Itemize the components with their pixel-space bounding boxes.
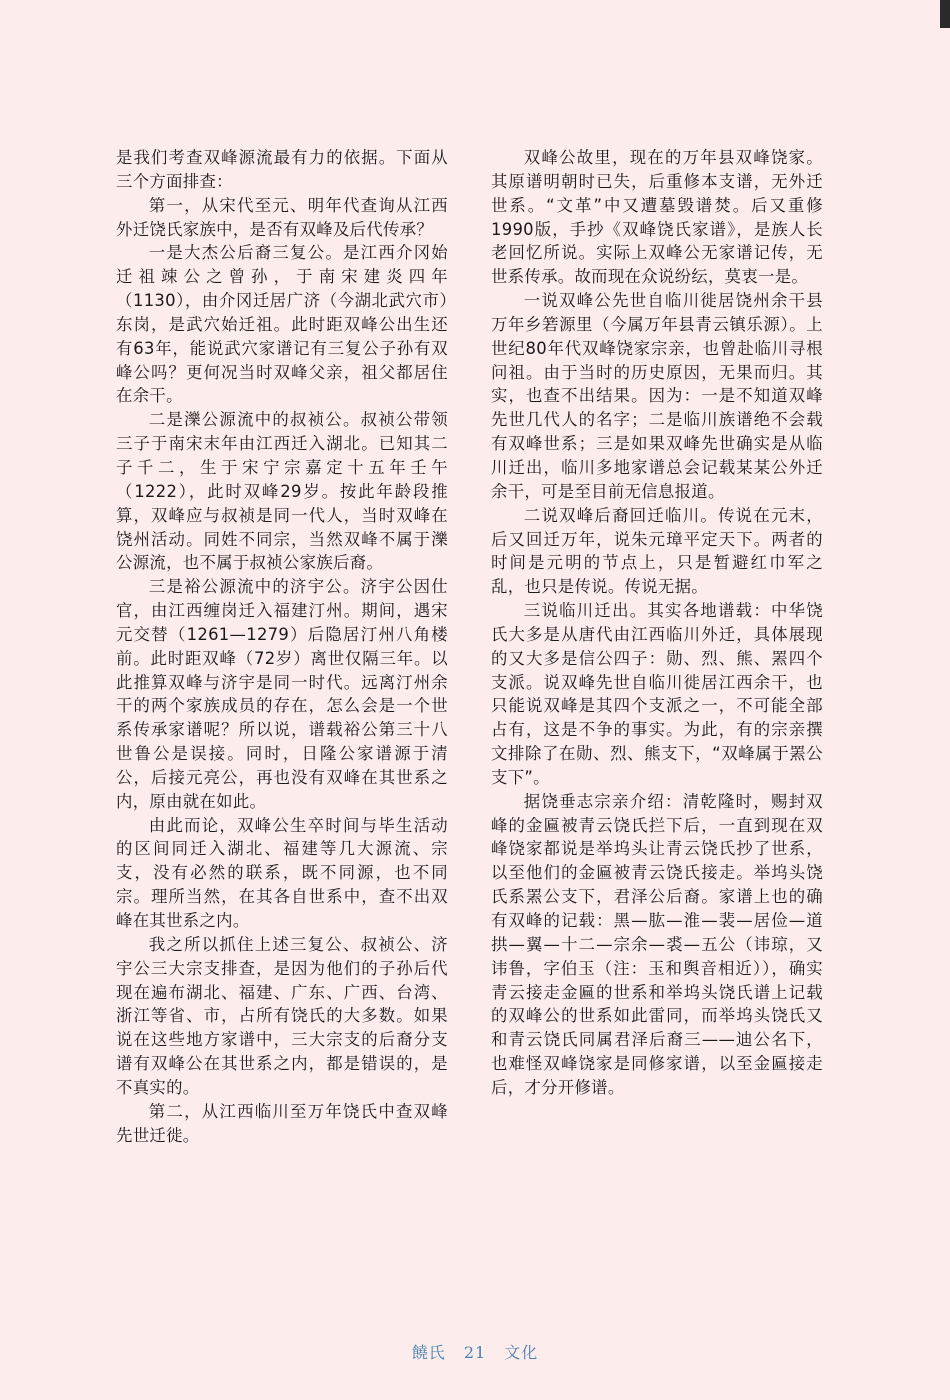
paragraph: 第一，从宋代至元、明年代查询从江西外迁饶氏家族中，是否有双峰及后代传承？: [116, 195, 448, 239]
paragraph: 第二，从江西临川至万年饶氏中查双峰先世迁徙。: [116, 1101, 448, 1145]
paragraph: 二说双峰后裔回迁临川。传说在元末，后又回迁万年，说朱元璋平定天下。两者的时间是元明的节点上，只是暂避红巾军之乱，也只是传说。传说无据。: [491, 505, 823, 597]
paragraph: 是我们考查双峰源流最有力的依据。下面从三个方面排查：: [116, 148, 448, 191]
footer-right-label: 文化: [504, 1343, 539, 1362]
paragraph: 三说临川迁出。其实各地谱载：中华饶氏大多是从唐代由江西临川外迁，具体展现的又大多是信公四子：勋、烈、熊、罴四个支派。说双峰先世自临川徙居江西余干，也只能说双峰是其四个支派之一，不可能全部占有，这是不争的事实。为此，有的宗亲撰文排除了在勋、烈、熊支下，“双峰属于罴公支下”。: [491, 601, 823, 787]
paragraph: 一说双峰公先世自临川徙居饶州余干县万年乡箬源里（今属万年县青云镇乐源）。上世纪80年代双峰饶家宗亲，也曾赴临川寻根问祖。由于当时的历史原因，无果而归。其实，也查不出结果。因为：一是不知道双峰先世几代人的名字；二是临川族谱绝不会载有双峰世系；三是如果双峰先世确实是从临川迁出，临川多地家谱总会记载某某公外迁余干，可是至目前无信息报道。: [491, 291, 823, 501]
right-column: [491, 146, 823, 1100]
footer-left-label: 饒氏: [411, 1343, 446, 1362]
paragraph: 三是裕公源流中的济宇公。济宇公因仕官，由江西缠岗迁入福建汀州。期间，遇宋元交替（1261—1279）后隐居汀州八角楼前。此时距双峰（72岁）离世仅隔三年。以此推算双峰与济宇是同一时代。远离汀州余干的两个家族成员的存在，怎么会是一个世系传承家谱呢？所以说，谱载裕公第三十八世鲁公是误接。同时，日隆公家谱源于清公，后接元亮公，再也没有双峰在其世系之内，原由就在如此。: [116, 577, 448, 811]
page-footer: [0, 1340, 950, 1363]
paragraph: 我之所以抓住上述三复公、叔祯公、济宇公三大宗支排查，是因为他们的子孙后代现在遍布湖北、福建、广东、广西、台湾、浙江等省、市，占所有饶氏的大多数。如果说在这些地方家谱中，三大宗支的后裔分支谱有双峰公在其世系之内，都是错误的，是不真实的。: [116, 934, 448, 1097]
paragraph: 一是大杰公后裔三复公。是江西介冈始迁祖竦公之曾孙，于南宋建炎四年（1130），由介冈迁居广济（今湖北武穴市）东岗，是武穴始迁祖。此时距双峰公出生还有63年，能说武穴家谱记有三复公子孙有双峰公吗？更何况当时双峰父亲，祖父都居住在余干。: [116, 243, 448, 406]
corner-mark: [940, 0, 950, 28]
page-number: 21: [463, 1343, 487, 1362]
paragraph: 二是濼公源流中的叔祯公。叔祯公带领三子于南宋末年由江西迁入湖北。已知其二子千二，生于宋宁宗嘉定十五年壬午（1222），此时双峰29岁。按此年龄段推算，双峰应与叔祯是同一代人，当时双峰在饶州活动。同姓不同宗，当然双峰不属于濼公源流，也不属于叔祯公家族后裔。: [116, 410, 448, 573]
paragraph: 由此而论，双峰公生卒时间与毕生活动的区间同迁入湖北、福建等几大源流、宗支，没有必然的联系，既不同源，也不同宗。理所当然，在其各自世系中，查不出双峰在其世系之内。: [116, 815, 448, 930]
paragraph: 据饶垂志宗亲介绍：清乾隆时，赐封双峰的金匾被青云饶氏拦下后，一直到现在双峰饶家都说是举坞头让青云饶氏抄了世系，以至他们的金匾被青云饶氏接走。举坞头饶氏系罴公支下，君泽公后裔。家谱上也的确有双峰的记载：黑—肱—淮—裴—居俭—道拱—翼—十二—宗余—裘—五公（讳琼，又讳鲁，字伯玉（注：玉和舆音相近）），确实青云接走金匾的世系和举坞头饶氏谱上记载的双峰公的世系如此雷同，而举坞头饶氏又和青云饶氏同属君泽后裔三——迪公名下，也难怪双峰饶家是同修家谱，以至金匾接走后，才分开修谱。: [491, 791, 823, 1097]
left-column: [116, 146, 448, 1147]
paragraph: 双峰公故里，现在的万年县双峰饶家。其原谱明朝时已失，后重修本支谱，无外迁世系。“文革”中又遭墓毁谱焚。后又重修1990版，手抄《双峰饶氏家谱》，是族人长老回忆所说。实际上双峰公无家谱记传，无世系传承。故而现在众说纷纭，莫衷一是。: [491, 148, 823, 287]
